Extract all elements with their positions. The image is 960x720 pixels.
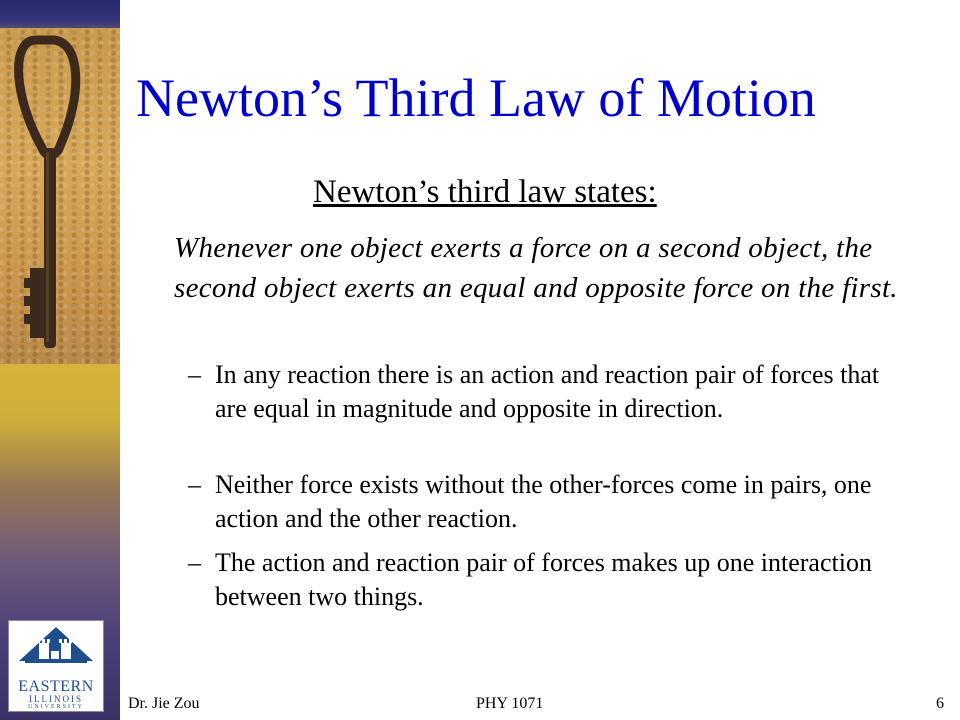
logo-line-3: UNIVERSITY xyxy=(28,704,84,710)
bullet-dash: – xyxy=(188,548,201,577)
bullet-text: The action and reaction pair of forces makes up one interaction between two things. xyxy=(215,548,872,611)
footer-author: Dr. Jie Zou xyxy=(128,695,200,712)
bullet-dash: – xyxy=(188,360,201,389)
logo-wordmark: EASTERN xyxy=(18,678,94,695)
bullet-text: Neither force exists without the other-forces come in pairs, one action and the other reaction. xyxy=(215,470,872,533)
law-statement: Whenever one object exerts a force on a second object, the second object exerts an equal and opposite force on the first. xyxy=(174,232,898,304)
slide-title: Newton’s Third Law of Motion xyxy=(136,68,816,128)
key-image xyxy=(0,28,120,364)
logo-line-2: ILLINOIS xyxy=(29,694,83,704)
decorative-side-strip xyxy=(0,0,120,720)
key-icon xyxy=(0,28,120,364)
footer-course: PHY 1071 xyxy=(476,695,544,712)
university-logo xyxy=(8,620,104,712)
slide-subtitle: Newton’s third law states: xyxy=(313,174,657,210)
castle-logo-icon xyxy=(9,621,103,679)
bullet-item xyxy=(188,546,908,614)
bullet-text: In any reaction there is an action and reaction pair of forces that are equal in magnitude and opposite in direction. xyxy=(215,360,880,423)
bullet-item xyxy=(188,468,908,536)
bullet-dash: – xyxy=(188,470,201,499)
bullet-item xyxy=(188,358,908,426)
footer-page-number: 6 xyxy=(936,695,944,712)
